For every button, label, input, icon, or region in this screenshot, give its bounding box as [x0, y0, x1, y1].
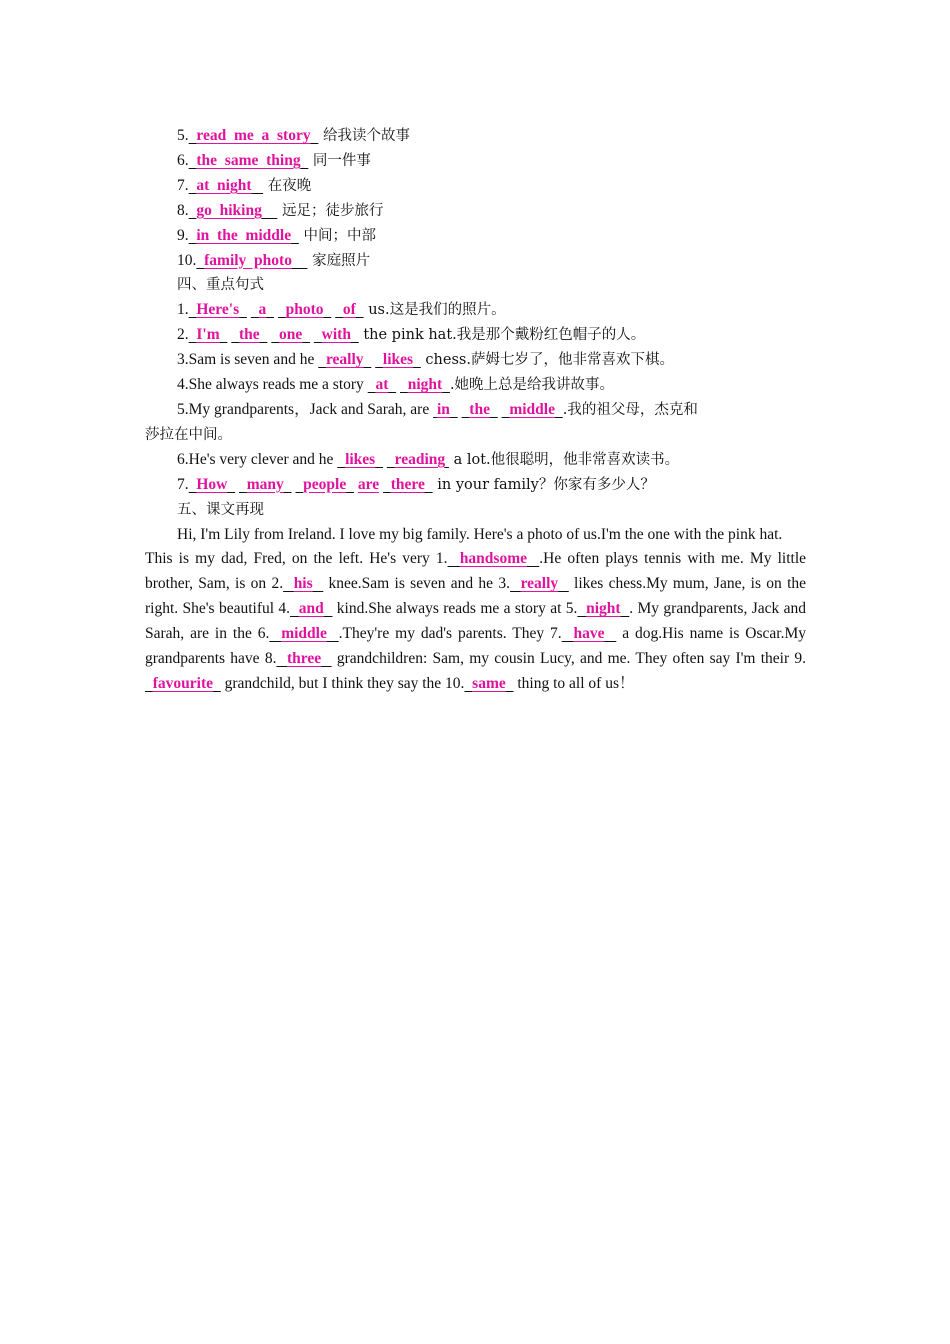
sentence-continuation: 莎拉在中间。: [145, 426, 232, 443]
answer-text: photo: [285, 301, 324, 319]
answer-text: family photo: [204, 251, 292, 269]
answer-blank: [189, 177, 264, 194]
answer-text: favourite: [152, 674, 214, 692]
answer-text: middle: [281, 625, 327, 643]
sentence-item: 3.Sam is seven and he really likes chess.萨姆七岁了，他非常喜欢下棋。: [177, 351, 674, 369]
sentence-tail: .她晚上总是给我讲故事。: [449, 377, 615, 394]
phrase-item: [145, 224, 806, 249]
answer-text: likes: [382, 351, 414, 369]
phrase-item: [145, 124, 806, 149]
chinese-gloss: 远足；徒步旅行: [277, 202, 384, 219]
item-number: 9.: [177, 226, 189, 244]
chinese-gloss: 家庭照片: [307, 252, 371, 269]
phrase-item: [145, 149, 806, 174]
worksheet-page: [145, 124, 806, 697]
sentence-tail: .我的祖父母，杰克和: [562, 401, 698, 418]
sentence-item: 7. How many people are there in your family？你家有多少人？: [177, 475, 655, 493]
chinese-gloss: 中间；中部: [298, 227, 376, 244]
answer-text: people: [303, 475, 347, 493]
answer-text: night: [586, 600, 621, 618]
answer-text: the: [239, 326, 260, 344]
item-number: 5.: [177, 127, 189, 144]
answer-text: many: [246, 475, 284, 493]
answer-blank: [196, 252, 307, 269]
answer-blank: [189, 227, 299, 244]
answer-blank: [189, 202, 278, 219]
sentence-item: 6.He's very clever and he likes reading a lot.他很聪明，他非常喜欢读书。: [177, 450, 680, 468]
chinese-gloss: 同一件事: [308, 152, 371, 169]
answer-text: likes: [345, 450, 376, 468]
section-heading: 五、课文再现: [177, 501, 264, 518]
sentence-item: 5.My grandparents，Jack and Sarah, are in the middle .我的祖父母，杰克和: [177, 400, 698, 418]
answer-text: How: [196, 475, 228, 493]
phrase-item: [145, 174, 806, 199]
answer-text: one: [279, 326, 303, 344]
answer-text: and: [298, 600, 324, 618]
item-number: 8.: [177, 201, 189, 219]
item-number: 10.: [177, 251, 197, 269]
answer-text: really: [325, 351, 364, 369]
sentence-tail: us.这是我们的照片。: [363, 302, 506, 319]
answer-text: at: [375, 376, 389, 394]
answer-blank: [189, 127, 319, 144]
item-number: 7.: [177, 176, 189, 194]
answer-text: have: [573, 625, 605, 643]
passage-body: This is my dad, Fred, on the left. He's very 1. handsome .He often plays tennis with me. My little brother, Sam, is on 2. his knee.Sam is seven and he 3. really likes chess.My mum, Jane, is on the right. She's beautiful 4. and kind.She always reads me a story at 5. night . My grandparents, Jack and Sarah, are in the 6. middle .They're my dad's parents. They 7. have a dog.His name is Oscar.My grandparents have 8. three grandchildren: Sam, my cousin Lucy, and me. They often say I'm their 9. favourite grandchild, but I think they say the 10. same thing to all of us！: [145, 550, 807, 692]
answer-text: his: [293, 575, 313, 593]
answer-text: of: [342, 301, 356, 319]
answer-text: in the middle: [196, 226, 292, 244]
answer-text: in: [436, 400, 450, 418]
item-number: 6.: [177, 151, 189, 169]
answer-text: handsome: [459, 550, 527, 568]
answer-text: read me a story: [196, 127, 311, 144]
phrase-item: [145, 199, 806, 224]
chinese-gloss: 给我读个故事: [318, 128, 410, 144]
answer-text: at night: [196, 176, 252, 194]
answer-text: I'm: [196, 326, 220, 344]
answer-text: Here's: [196, 301, 240, 319]
answer-text: same: [472, 674, 506, 692]
answer-text: go hiking: [196, 201, 262, 219]
phrase-item: [145, 249, 806, 274]
sentence-item: 4.She always reads me a story at night .她晚上总是给我讲故事。: [177, 376, 615, 394]
answer-text: middle: [509, 400, 555, 418]
answer-blank: [189, 152, 309, 169]
answer-text: a: [258, 301, 267, 319]
chinese-gloss: 在夜晚: [263, 177, 312, 194]
section-heading: 四、重点句式: [177, 277, 264, 294]
answer-text: reading: [394, 450, 446, 468]
sentence-tail: in your family？你家有多少人？: [432, 476, 655, 493]
passage-intro: Hi, I'm Lily from Ireland. I love my big family. Here's a photo of us.I'm the one with the pink hat.: [177, 525, 783, 543]
phrase-list: [145, 124, 806, 273]
sentence-tail: the pink hat.我是那个戴粉红色帽子的人。: [358, 327, 646, 344]
answer-text: with: [321, 326, 351, 344]
answer-text: night: [407, 376, 443, 394]
answer-text: the: [469, 400, 490, 418]
answer-text: the same thing: [196, 151, 301, 169]
sentence-item: 2. I'm the one with the pink hat.我是那个戴粉红色帽子的人。: [177, 326, 646, 344]
sentence-item: 1. Here's a photo of us.这是我们的照片。: [177, 301, 506, 319]
sentence-tail: chess.萨姆七岁了，他非常喜欢下棋。: [420, 352, 674, 369]
answer-text: there: [390, 475, 425, 493]
sentence-tail: a lot.他很聪明，他非常喜欢读书。: [449, 451, 680, 468]
answer-text: are: [357, 475, 380, 493]
answer-text: really: [520, 575, 559, 593]
answer-text: three: [286, 650, 322, 668]
